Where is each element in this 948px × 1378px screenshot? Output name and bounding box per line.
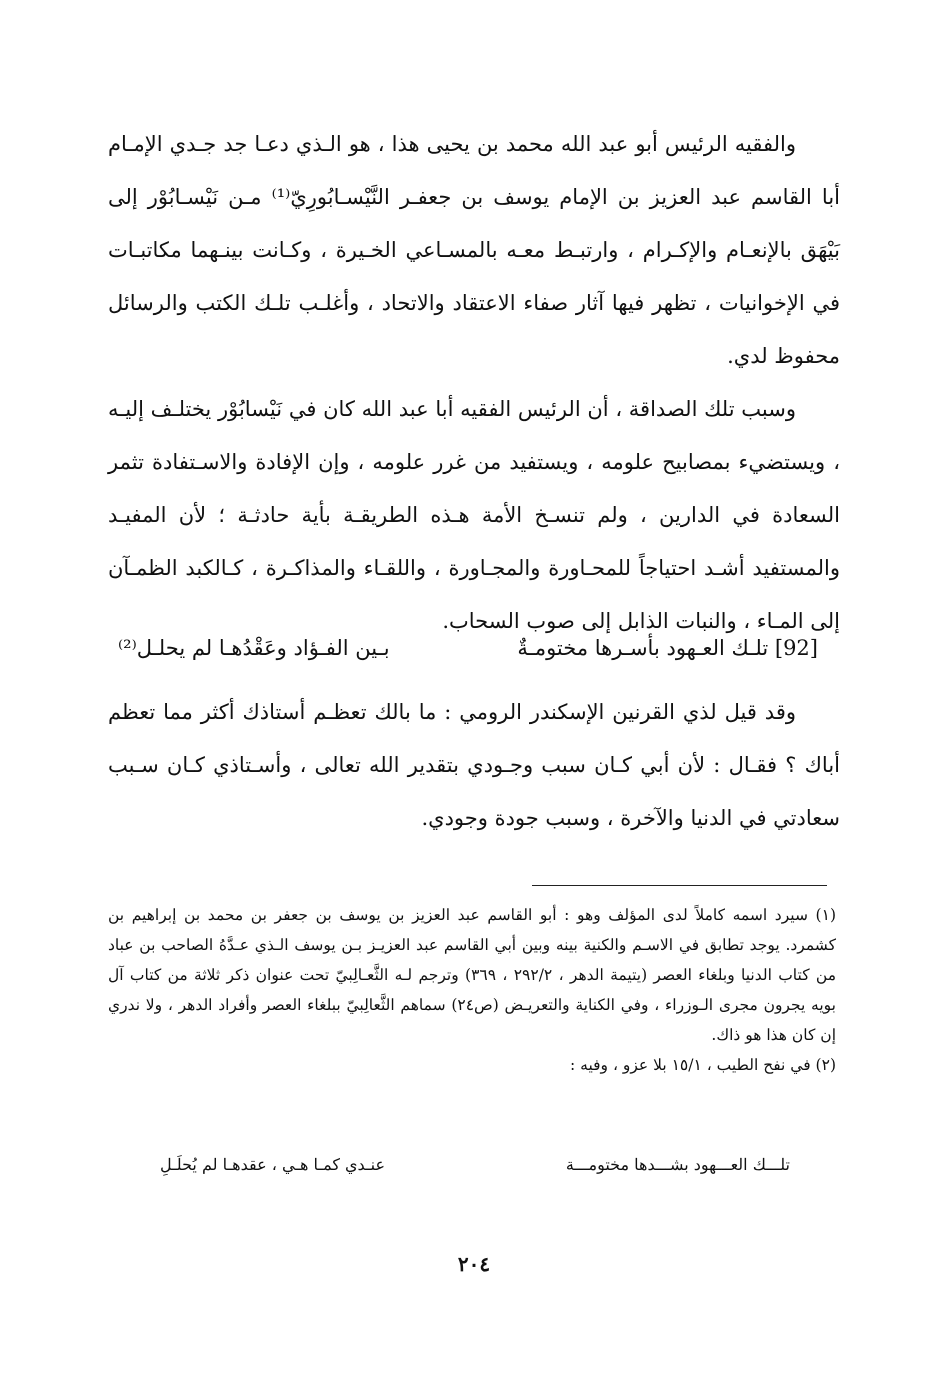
footnotes-block (108, 900, 836, 1080)
footnote-verse-first-hemistich: تلـــك العـــهود بشـــدها مختومـــة (565, 1155, 790, 1174)
verse-first-hemistich: [92] تلـك العـهود بأسـرها مختومـةٌ (517, 636, 818, 660)
footnote-separator (532, 885, 827, 886)
paragraph-1: والفقيه الرئيس أبو عبد الله محمد بن يحيى هذا ، هو الـذي دعـا جد جـدي الإمـام أبا القاسم عبد العزيز بن الإمام يوسف بن جعفـر النَّيْسـابُورِيّ⁽¹⁾ مـن نَيْسـابُوْر إلى بَيْهَق بالإنعـام والإكـرام ، وارتبـط معـه بالمسـاعي الخـيرة ، وكـانت بينـهما مكاتبـات في الإخوانيات ، تظهر فيها آثار صفاء الاعتقاد والاتحاد ، وأغلـب تلـك الكتب والرسائل محفوظ لدي. (108, 132, 841, 368)
paragraph-3: وقد قيل لذي القرنين الإسكندر الرومي : ما بالك تعظـم أستاذك أكثر مما تعظم أباك ؟ فقـال : لأن أبي كـان سبب وجـودي بتقدير الله تعالى ، وأسـتاذي كـان سـبب سعادتي في الدنيا والآخرة ، وسبب جودة وجودي. (108, 700, 840, 830)
poetry-verse (118, 628, 818, 668)
verse-second-hemistich: بـين الفـؤاد وعَقْدُهـا لم يحلـل⁽²⁾ (118, 636, 390, 660)
footnote-verse (160, 1150, 790, 1180)
main-text-block (108, 118, 840, 648)
main-text-block-2 (108, 686, 840, 845)
footnote-1: (١) سيرد اسمه كاملاً لدى المؤلف وهو : أبو القاسم عبد العزيز بن يوسف بن جعفر بن محمد بن إبراهيم بن كشمرد. يوجد تطابق في الاسـم والكنية بينه وبين أبي القاسم عبد العزيـز بـن يوسف الـذي عـدَّهُ الصاحب بن عباد من كتاب الدنيا وبلغاء العصر (يتيمة الدهر ، ٢٩٢/٢ ، ٣٦٩) وترجم لـه الثَّعـالِبيّ تحت عنوان ذكر ثلاثة من كتاب آل بويه يجرون مجرى الـوزراء ، وفي الكناية والتعريـض (ص٢٤) سماهم الثَّعالِبيّ ببلغاء العصر وأفراد الدهر ، ولا ندري إن كان هذا هو ذاك. (108, 906, 836, 1044)
paragraph-2: وسبب تلك الصداقة ، أن الرئيس الفقيه أبا عبد الله كان في نَيْسابُوْر يختلـف إليـه ، ويستضيء بمصابيح علومه ، ويستفيد من غرر علومه ، وإن الإفادة والاسـتفادة تثمر السعادة في الدارين ، ولم تنسـخ الأمة هـذه الطريقـة بأية حادثـة ؛ لأن المفيـد والمستفيد أشـد احتياجاً للمحـاورة والمجـاورة ، واللقـاء والمذاكـرة ، كـالكبد الظمـآن إلى المـاء ، والنبات الذابل إلى صوب السحاب. (108, 397, 840, 633)
footnote-2: (٢) في نفح الطيب ، ١٥/١ بلا عزو ، وفيه : (569, 1056, 836, 1074)
page-number: ٢٠٤ (457, 1252, 491, 1276)
footnote-verse-second-hemistich: عنـدي كمـا هـي ، عقدهـا لم يُحلَـلِ (160, 1155, 385, 1174)
